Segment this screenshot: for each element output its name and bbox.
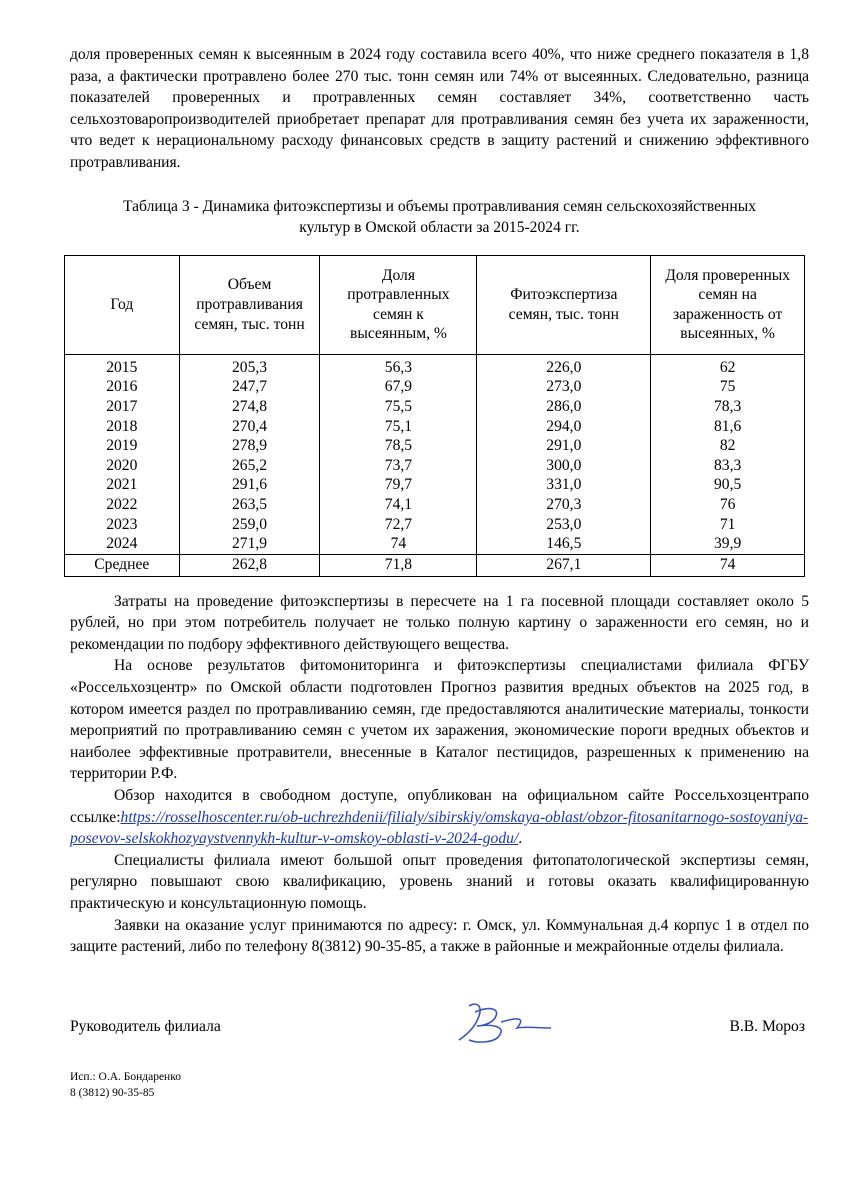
- signatory-role: Руководитель филиала: [70, 1018, 221, 1035]
- cell-value: 62: [651, 354, 805, 377]
- table-row: [65, 397, 805, 417]
- table-row: [65, 436, 805, 456]
- body-text: [70, 591, 809, 958]
- cell-year: 2023: [65, 515, 180, 535]
- executor-name: Исп.: О.А. Бондаренко: [70, 1071, 181, 1083]
- cell-value: 82: [651, 436, 805, 456]
- table-row: [65, 495, 805, 515]
- cell-value: 291,0: [477, 436, 651, 456]
- cell-value: 146,5: [477, 534, 651, 554]
- cell-value: 76: [651, 495, 805, 515]
- paragraph-costs: Затраты на проведение фитоэкспертизы в пересчете на 1 га посевной площади составляет около 5 рублей, но при этом потребитель получает не только полную картину о зараженности его семян, но и рекомендации по подбору эффективного действующего вещества.: [70, 592, 809, 653]
- table-row: [65, 417, 805, 437]
- document-page: [70, 44, 809, 958]
- header-checked-share: Доля проверенных семян на зараженность от высеянных, %: [651, 255, 805, 354]
- cell-value: 265,2: [179, 456, 320, 476]
- cell-value: 71,8: [320, 554, 477, 576]
- cell-value: 270,4: [179, 417, 320, 437]
- cell-value: 74,1: [320, 495, 477, 515]
- cell-value: 78,5: [320, 436, 477, 456]
- cell-value: 81,6: [651, 417, 805, 437]
- cell-value: 90,5: [651, 475, 805, 495]
- cell-value: 56,3: [320, 354, 477, 377]
- table-row: [65, 377, 805, 397]
- header-year: Год: [65, 255, 180, 354]
- paragraph-forecast: На основе результатов фитомониторинга и фитоэкспертизы специалистами филиала ФГБУ «Россельхозцентр» по Омской области подготовлен Прогноз развития вредных объектов на 2025 год, в котором имеется раздел по протравливанию семян, где предоставляются аналитические материалы, тонкости мероприятий по протравливанию семян с учетом их заражения, экономические пороги вредных объектов и наиболее эффективные протравители, внесенные в Каталог пестицидов, разрешенных к применению на территории Р.Ф.: [70, 657, 809, 783]
- table-row: [65, 456, 805, 476]
- cell-value: 278,9: [179, 436, 320, 456]
- table-average-row: [65, 554, 805, 576]
- cell-year: 2016: [65, 377, 180, 397]
- cell-value: 267,1: [477, 554, 651, 576]
- cell-year: 2024: [65, 534, 180, 554]
- cell-year: 2020: [65, 456, 180, 476]
- paragraph-contacts: Заявки на оказание услуг принимаются по адресу: г. Омск, ул. Коммунальная д.4 корпус 1 в отдел по защите растений, либо по телефону 8(3812) 90-35-85, а также в районные и межрайонные отделы филиала.: [70, 916, 809, 956]
- cell-value: 205,3: [179, 354, 320, 377]
- cell-value: 270,3: [477, 495, 651, 515]
- cell-year: 2017: [65, 397, 180, 417]
- cell-value: 274,8: [179, 397, 320, 417]
- executor-phone: 8 (3812) 90-35-85: [70, 1087, 155, 1099]
- table-row: [65, 534, 805, 554]
- review-text: Обзор находится в свободном доступе, опубликован на официальном сайте Россельхозцентрапо ссылке:: [70, 787, 809, 826]
- table-caption: Таблица 3 - Динамика фитоэкспертизы и объемы протравливания семян сельскохозяйственных культур в Омской области за 2015-2024 гг.: [122, 197, 757, 237]
- cell-value: 75,5: [320, 397, 477, 417]
- review-text-end: .: [518, 830, 523, 848]
- cell-value: 72,7: [320, 515, 477, 535]
- cell-value: 259,0: [179, 515, 320, 535]
- header-treated-share: Доля протравленных семян к высеянным, %: [320, 255, 477, 354]
- cell-value: 247,7: [179, 377, 320, 397]
- intro-paragraph: доля проверенных семян к высеянным в 2024 году составила всего 40%, что ниже среднего показателя в 1,8 раза, а фактически протравлено более 270 тыс. тонн семян или 74% от высеянных. Следовательно, разница показателей проверенных и протравленных семян составляет 34%, соответственно часть сельхозтоваропроизводителей приобретает препарат для протравливания семян без учета их зараженности, что ведет к нерациональному расходу финансовых средств в защиту растений и снижению эффективного протравливания.: [70, 46, 809, 171]
- cell-value: 83,3: [651, 456, 805, 476]
- review-link[interactable]: https://rosselhoscenter.ru/ob-uchrezhdenii/filialy/sibirskiy/omskaya-oblast/obzor-fitosanitarnogo-sostoyaniya-posevov-selskokhozyaystvennykh-kultur-v-omskoy-oblasti-v-2024-godu/: [70, 808, 809, 848]
- table-row: [65, 475, 805, 495]
- signatory-name: В.В. Мороз: [729, 1018, 805, 1035]
- paragraph-review: [70, 785, 809, 850]
- cell-value: 74: [651, 554, 805, 576]
- cell-value: 71: [651, 515, 805, 535]
- cell-value: 74: [320, 534, 477, 554]
- cell-average-label: Среднее: [65, 554, 180, 576]
- footer-contacts: [70, 1069, 181, 1101]
- cell-value: 79,7: [320, 475, 477, 495]
- cell-value: 331,0: [477, 475, 651, 495]
- cell-value: 75,1: [320, 417, 477, 437]
- cell-value: 226,0: [477, 354, 651, 377]
- cell-year: 2022: [65, 495, 180, 515]
- cell-value: 262,8: [179, 554, 320, 576]
- cell-value: 75: [651, 377, 805, 397]
- cell-value: 273,0: [477, 377, 651, 397]
- cell-value: 286,0: [477, 397, 651, 417]
- cell-year: 2021: [65, 475, 180, 495]
- cell-value: 78,3: [651, 397, 805, 417]
- header-phytoexpertise: Фитоэкспертиза семян, тыс. тонн: [477, 255, 651, 354]
- cell-value: 300,0: [477, 456, 651, 476]
- cell-value: 271,9: [179, 534, 320, 554]
- table-header-row: [65, 255, 805, 354]
- cell-value: 291,6: [179, 475, 320, 495]
- cell-year: 2018: [65, 417, 180, 437]
- paragraph-specialists: Специалисты филиала имеют большой опыт проведения фитопатологической экспертизы семян, регулярно повышают свою квалификацию, уровень знаний и готовы оказать квалифицированную практическую и консультационную помощь.: [70, 851, 809, 912]
- cell-value: 39,9: [651, 534, 805, 554]
- header-treatment-volume: Объем протравливания семян, тыс. тонн: [179, 255, 320, 354]
- cell-year: 2015: [65, 354, 180, 377]
- cell-value: 73,7: [320, 456, 477, 476]
- data-table: [64, 255, 805, 577]
- cell-value: 253,0: [477, 515, 651, 535]
- cell-value: 263,5: [179, 495, 320, 515]
- cell-value: 67,9: [320, 377, 477, 397]
- signature-block: [70, 1018, 809, 1058]
- table-row: [65, 354, 805, 377]
- cell-year: 2019: [65, 436, 180, 456]
- table-row: [65, 515, 805, 535]
- handwritten-signature: [455, 998, 565, 1048]
- cell-value: 294,0: [477, 417, 651, 437]
